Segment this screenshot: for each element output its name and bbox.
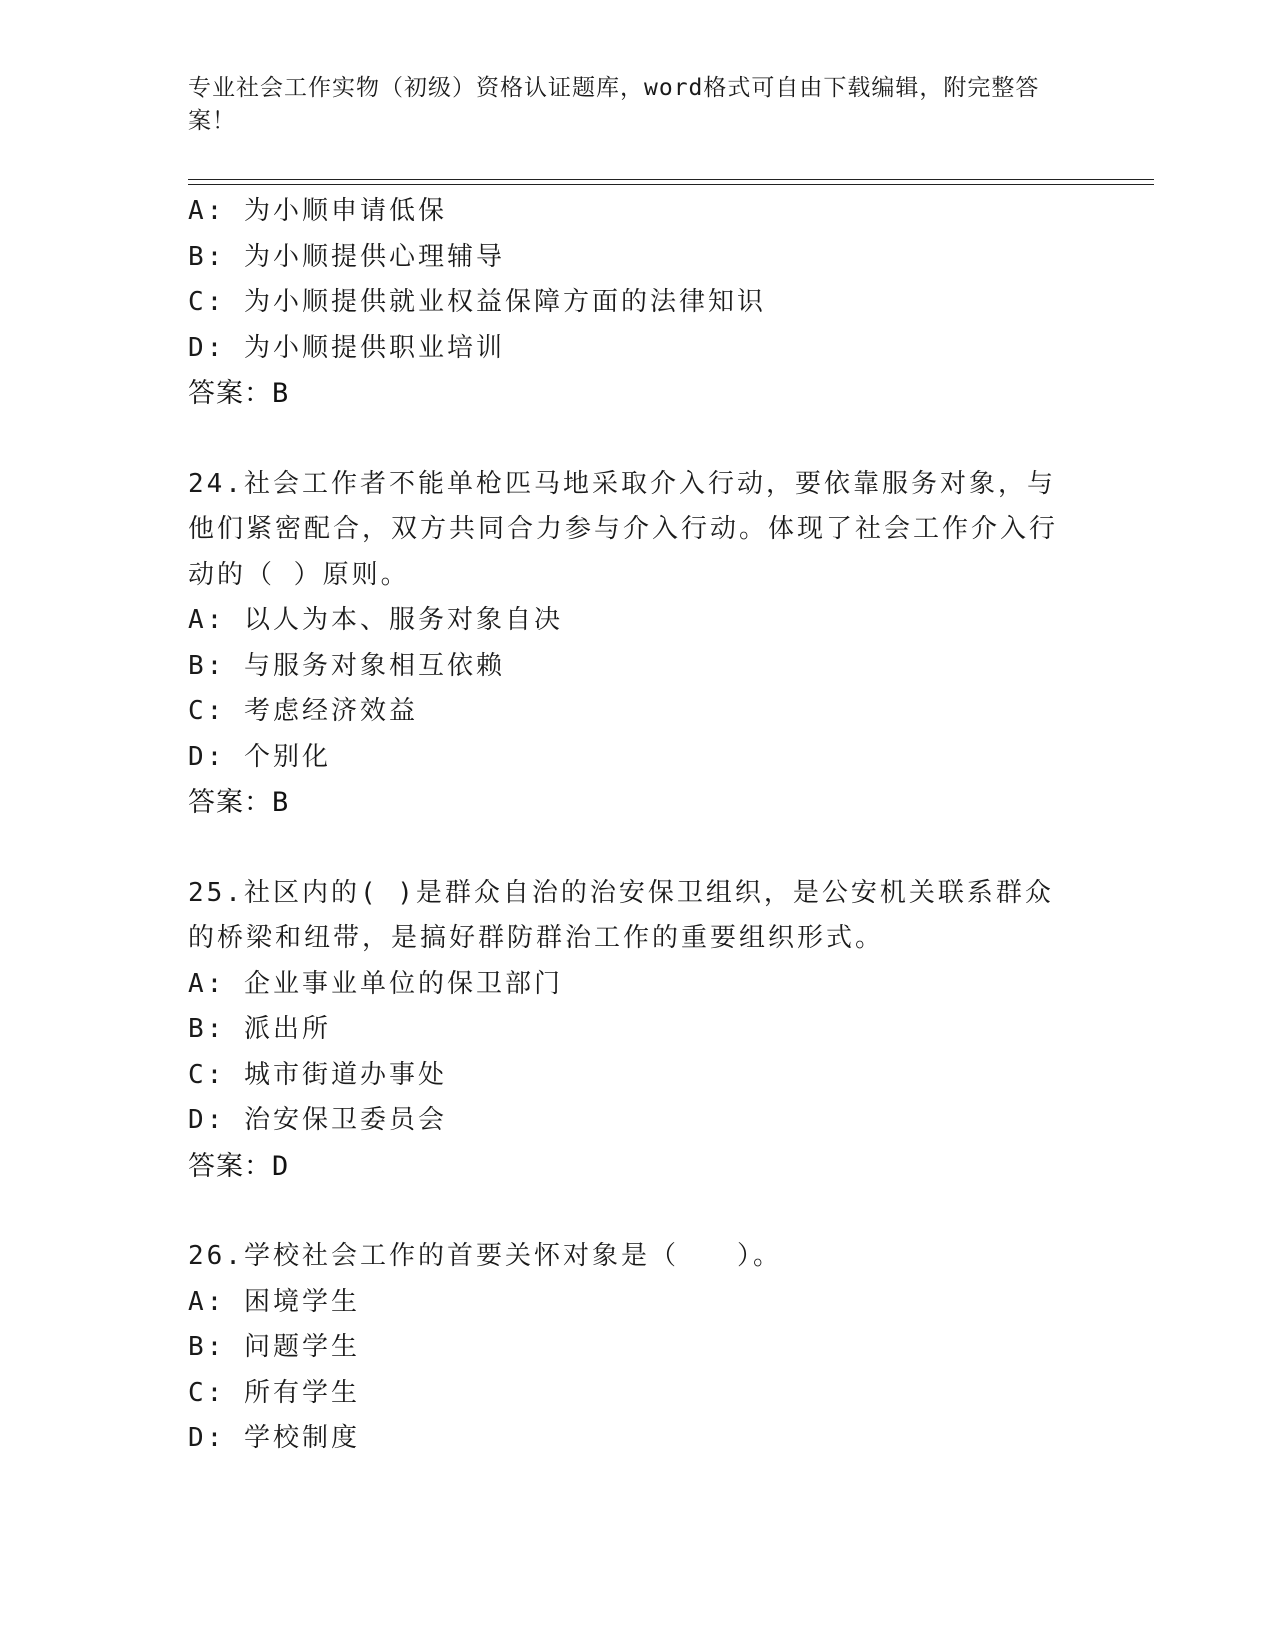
question-stem: 26.学校社会工作的首要关怀对象是（ ）。 <box>188 1241 782 1271</box>
question-26 <box>188 1234 1088 1462</box>
option-a: A: 困境学生 <box>188 1286 360 1317</box>
question-24 <box>188 462 1088 826</box>
question-23 <box>188 189 1088 417</box>
option-c: C: 所有学生 <box>188 1377 360 1408</box>
question-25 <box>188 871 1088 1190</box>
question-stem: 25.社区内的( )是群众自治的治安保卫组织，是公安机关联系群众的桥梁和纽带，是搞好群防群治工作的重要组织形式。 <box>188 877 1054 953</box>
answer-line: 答案：D <box>188 1150 290 1182</box>
option-a: A: 企业事业单位的保卫部门 <box>188 968 563 999</box>
option-d: D: 学校制度 <box>188 1423 360 1453</box>
option-c: C: 考虑经济效益 <box>188 696 418 726</box>
option-d: D: 为小顺提供职业培训 <box>188 332 505 363</box>
header-divider-bottom <box>188 184 1154 185</box>
option-d: D: 治安保卫委员会 <box>188 1105 447 1135</box>
option-b: B: 问题学生 <box>188 1332 360 1362</box>
document-header: 专业社会工作实物（初级）资格认证题库，word格式可自由下载编辑，附完整答案！ <box>188 75 1040 134</box>
option-a: A: 以人为本、服务对象自决 <box>188 605 563 635</box>
option-c: C: 为小顺提供就业权益保障方面的法律知识 <box>188 287 766 317</box>
option-b: B: 派出所 <box>188 1014 331 1044</box>
question-list <box>188 189 1088 1462</box>
header-divider-top <box>188 179 1154 180</box>
option-a: A: 为小顺申请低保 <box>188 196 447 226</box>
answer-line: 答案：B <box>188 787 290 818</box>
option-b: B: 与服务对象相互依赖 <box>188 650 505 681</box>
answer-line: 答案：B <box>188 378 290 409</box>
option-b: B: 为小顺提供心理辅导 <box>188 241 505 272</box>
question-stem: 24.社会工作者不能单枪匹马地采取介入行动，要依靠服务对象，与他们紧密配合，双方共同合力参与介入行动。体现了社会工作介入行动的（ ）原则。 <box>188 468 1059 590</box>
option-d: D: 个别化 <box>188 741 331 772</box>
option-c: C: 城市街道办事处 <box>188 1059 447 1090</box>
